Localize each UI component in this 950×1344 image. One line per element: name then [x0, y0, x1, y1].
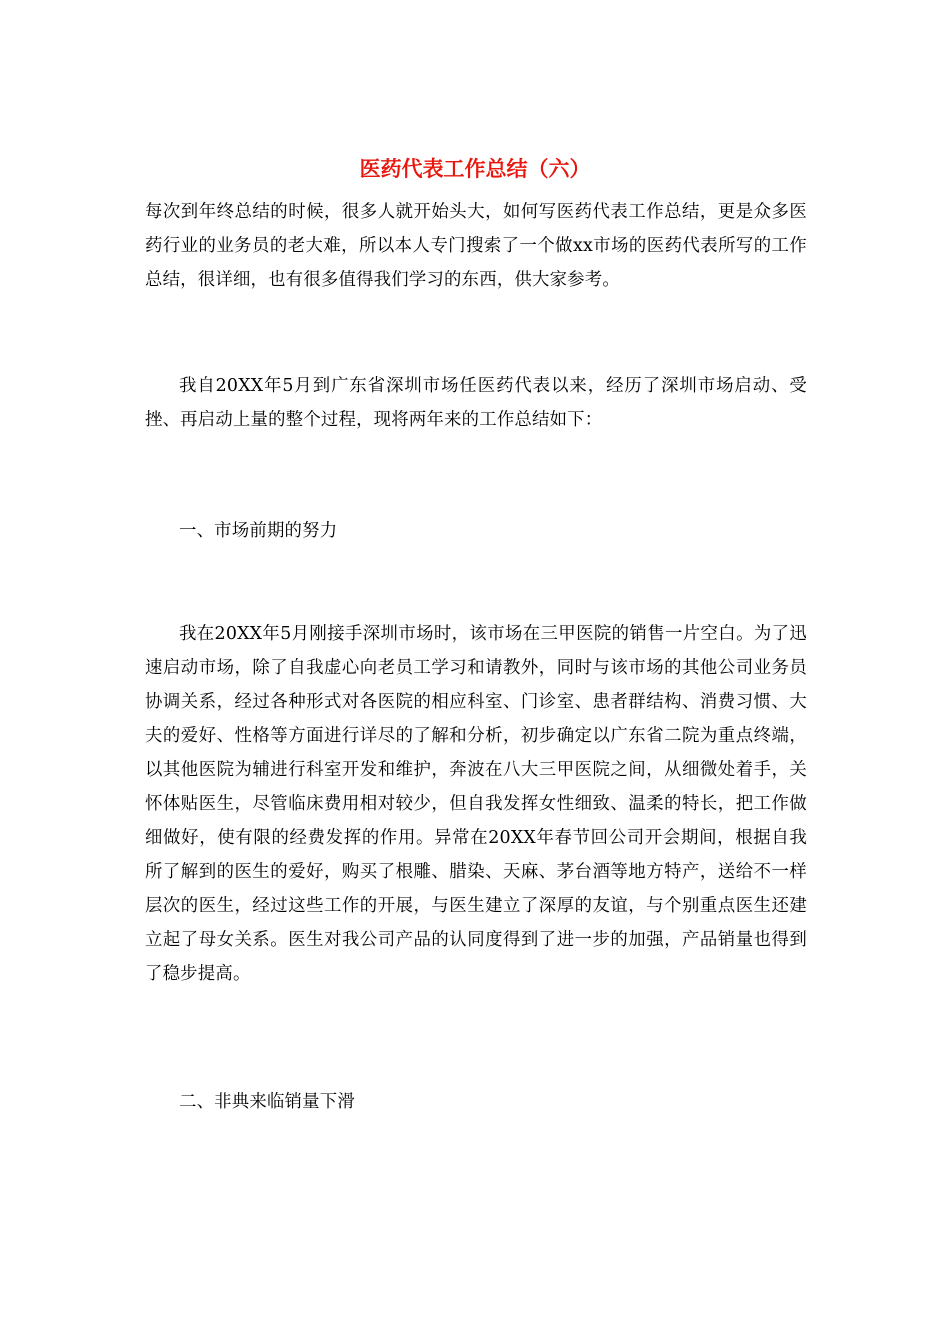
overview-paragraph: 我自20XX年5月到广东省深圳市场任医药代表以来，经历了深圳市场启动、受挫、再启动上量的整个过程，现将两年来的工作总结如下：	[145, 376, 807, 430]
intro-paragraph: 每次到年终总结的时候，很多人就开始头大，如何写医药代表工作总结，更是众多医药行业的业务员的老大难，所以本人专门搜索了一个做xx市场的医药代表所写的工作总结，很详细，也有很多值得我们学习的东西，供大家参考。	[145, 202, 807, 290]
section-heading-1: 一、市场前期的努力	[179, 521, 338, 541]
document-title: 医药代表工作总结（六）	[359, 156, 591, 181]
section-heading-2: 二、非典来临销量下滑	[179, 1092, 355, 1112]
section-1-paragraph: 我在20XX年5月刚接手深圳市场时，该市场在三甲医院的销售一片空白。为了迅速启动市场，除了自我虚心向老员工学习和请教外，同时与该市场的其他公司业务员协调关系，经过各种形式对各医院的相应科室、门诊室、患者群结构、消费习惯、大夫的爱好、性格等方面进行详尽的了解和分析，初步确定以广东省二院为重点终端，以其他医院为辅进行科室开发和维护，奔波在八大三甲医院之间，从细微处着手，关怀体贴医生，尽管临床费用相对较少，但自我发挥女性细致、温柔的特长，把工作做细做好，使有限的经费发挥的作用。异常在20XX年春节回公司开会期间，根据自我所了解到的医生的爱好，购买了根雕、腊染、天麻、茅台酒等地方特产，送给不一样层次的医生，经过这些工作的开展，与医生建立了深厚的友谊，与个别重点医生还建立起了母女关系。医生对我公司产品的认同度得到了进一步的加强，产品销量也得到了稳步提高。	[145, 624, 807, 984]
